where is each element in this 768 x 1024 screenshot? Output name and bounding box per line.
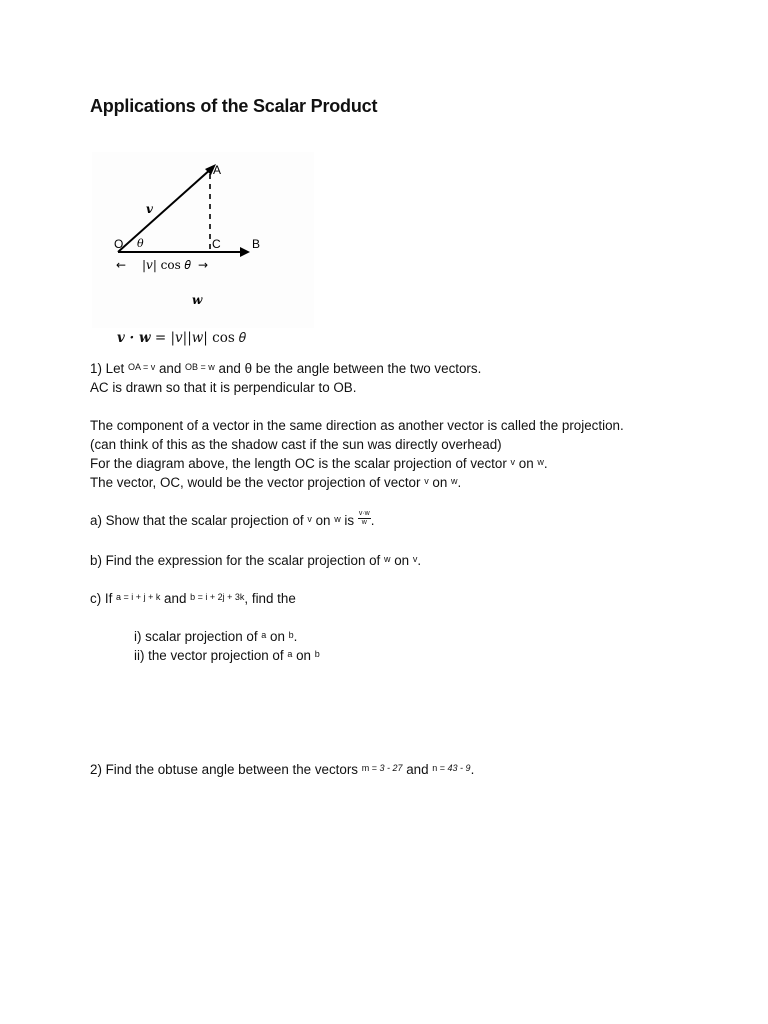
- text: and: [402, 762, 433, 777]
- text: 2) Find the obtuse angle between the vectors: [90, 762, 362, 777]
- question-2: [90, 760, 474, 781]
- question-c-ii: [134, 646, 320, 667]
- vector-b: b: [314, 649, 320, 659]
- text: on: [390, 553, 413, 568]
- page-title: Applications of the Scalar Product: [90, 96, 378, 116]
- text: and: [155, 361, 186, 376]
- text: on: [292, 648, 315, 663]
- vector-projection-note: [90, 473, 461, 494]
- vector-v-line: [118, 168, 212, 252]
- label-w: 𝒘: [192, 293, 203, 307]
- text: is: [340, 513, 358, 528]
- label-v: 𝒗: [146, 202, 153, 216]
- ob-definition: OB = w: [185, 362, 215, 372]
- scalar-product-formula: [117, 330, 246, 346]
- projection-diagram: [92, 152, 314, 328]
- text: For the diagram above, the length OC is the scalar projection of vector: [90, 456, 511, 471]
- fraction-numerator: v·w: [358, 509, 370, 517]
- q1-line1: [90, 359, 481, 380]
- projection-definition: The component of a vector in the same direction as another vector is called the projection.: [90, 418, 624, 433]
- left-arrow-icon: ←: [116, 258, 127, 272]
- oa-definition: OA = v: [127, 362, 156, 372]
- text: on: [266, 629, 289, 644]
- vector-w: w: [537, 457, 544, 467]
- vector-w: w: [334, 514, 341, 524]
- vector-a: a: [261, 630, 267, 640]
- text: .: [457, 475, 462, 490]
- scalar-projection-fraction: [358, 510, 371, 527]
- text: on: [515, 456, 538, 471]
- label-a: A: [213, 163, 222, 177]
- text: ii) the vector projection of: [134, 648, 288, 663]
- text: .: [470, 762, 475, 777]
- text: , find the: [244, 591, 296, 606]
- formula-lhs: 𝒗 · 𝒘: [117, 330, 151, 346]
- vector-m-components: 3 - 27: [379, 763, 403, 773]
- text: .: [370, 513, 375, 528]
- vector-w: w: [451, 476, 458, 486]
- text: and θ be the angle between the two vectors.: [214, 361, 482, 376]
- vector-b-definition: b = i + 2j + 3k: [190, 592, 245, 602]
- vector-v: v: [510, 457, 516, 467]
- label-c: C: [212, 237, 221, 251]
- text: i) scalar projection of: [134, 629, 262, 644]
- vector-m-label: m =: [361, 763, 380, 773]
- vector-n-components: 43 - 9: [447, 763, 471, 773]
- vector-b: b: [288, 630, 294, 640]
- right-arrow-icon: →: [198, 258, 209, 272]
- text: .: [543, 456, 548, 471]
- text: b) Find the expression for the scalar projection of: [90, 553, 384, 568]
- fraction-denominator: w: [361, 518, 367, 526]
- text: The vector, OC, would be the vector projection of vector: [90, 475, 425, 490]
- shadow-note: (can think of this as the shadow cast if the sun was directly overhead): [90, 437, 502, 452]
- question-c: [90, 589, 296, 610]
- label-o: O: [114, 237, 124, 251]
- text: on: [311, 513, 335, 528]
- text: and: [160, 591, 191, 606]
- vector-n-label: n =: [432, 763, 448, 773]
- vector-v: v: [307, 514, 312, 524]
- question-a: [90, 511, 374, 532]
- q1-line2: AC is drawn so that it is perpendicular to OB.: [90, 380, 357, 395]
- text: 1) Let: [90, 361, 128, 376]
- vector-a-definition: a = i + j + k: [116, 592, 161, 602]
- label-b: B: [252, 237, 261, 251]
- text: .: [293, 629, 298, 644]
- scalar-projection-note: [90, 454, 548, 475]
- text: a) Show that the scalar projection of: [90, 513, 308, 528]
- vector-w-arrowhead: [240, 247, 250, 257]
- text: .: [417, 553, 422, 568]
- vector-v: v: [412, 554, 418, 564]
- text: on: [428, 475, 452, 490]
- formula-rhs: = |𝑣||𝑤| cos 𝜃: [150, 330, 246, 346]
- vector-w: w: [384, 554, 391, 564]
- vector-v: v: [424, 476, 429, 486]
- text: c) If: [90, 591, 117, 606]
- label-theta: θ: [137, 237, 144, 250]
- question-b: [90, 551, 421, 572]
- vector-a: a: [287, 649, 293, 659]
- question-c-i: [134, 627, 297, 648]
- projection-label: |𝑣| cos 𝜃: [142, 258, 191, 272]
